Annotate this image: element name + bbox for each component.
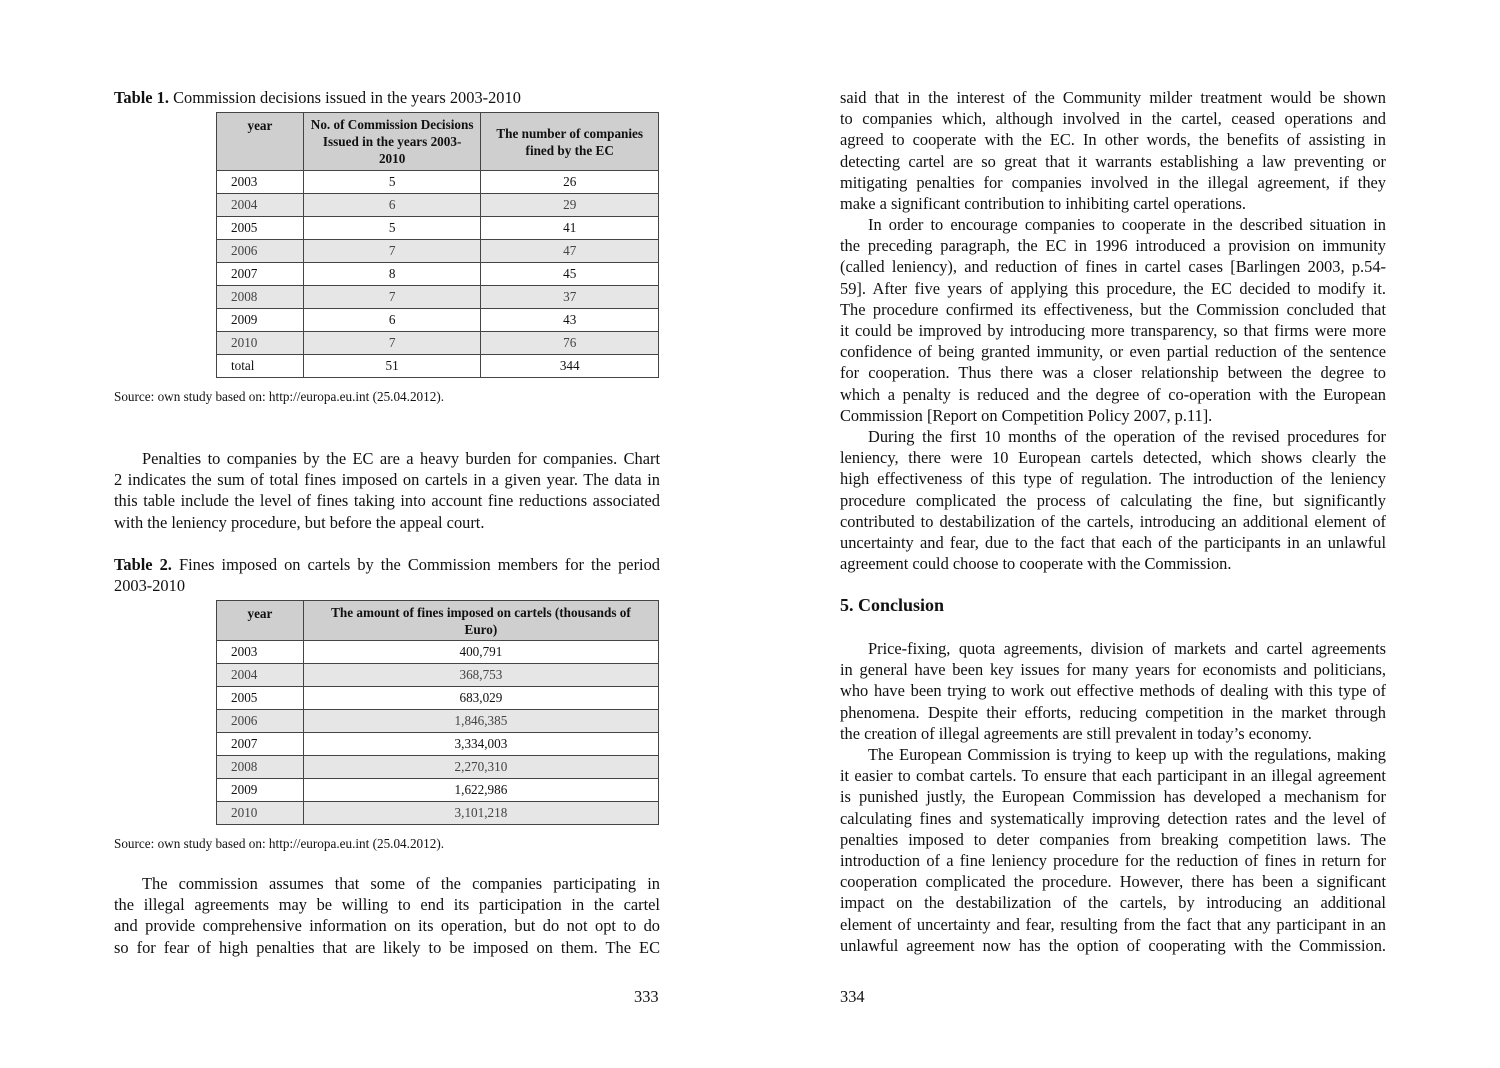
- table1-header-year: year: [217, 113, 304, 171]
- table-row: [217, 217, 659, 240]
- paragraph-line: is punished justly, the European Commission has developed a mechanism for: [840, 787, 1386, 807]
- paragraph-line: uncertainty and fear, due to the fact that each of the participants in an unlawful: [840, 532, 1386, 552]
- right-paragraph-1: [840, 87, 1386, 214]
- table-cell: 7: [303, 286, 481, 309]
- paragraph-line: the creation of illegal agreements are still prevalent in today’s economy.: [840, 723, 1312, 743]
- table-cell: 2008: [217, 286, 304, 309]
- table-cell: 368,753: [303, 664, 658, 687]
- table1-caption: [114, 87, 660, 108]
- paragraph-line: agreement could choose to cooperate with the Commission.: [840, 554, 1232, 574]
- table-cell: 2007: [217, 263, 304, 286]
- paragraph-line: During the first 10 months of the operation of the revised procedures for: [868, 427, 1386, 446]
- table-cell: 2009: [217, 779, 304, 802]
- table-cell: 5: [303, 217, 481, 240]
- table2-caption-line1: Fines imposed on cartels by the Commission members for the period: [171, 555, 660, 574]
- table-cell: 344: [481, 355, 659, 378]
- table2-caption-line2: 2003-2010: [114, 576, 186, 595]
- table2-caption-label: Table 2.: [114, 555, 172, 574]
- table-cell: 8: [303, 263, 481, 286]
- table1-header-decisions: No. of Commission Decisions Issued in the years 2003-2010: [303, 113, 481, 171]
- table-cell: 3,334,003: [303, 733, 658, 756]
- table-row: [217, 332, 659, 355]
- table-cell: 2004: [217, 194, 304, 217]
- paragraph-line: the preceding paragraph, the EC in 1996 introduced a provision on immunity: [840, 236, 1386, 256]
- table-cell: 2007: [217, 733, 304, 756]
- table-cell: 2,270,310: [303, 756, 658, 779]
- table-cell: 2006: [217, 710, 304, 733]
- table-cell: 2010: [217, 802, 304, 825]
- left-paragraph-1: [114, 448, 660, 533]
- table-cell: 6: [303, 194, 481, 217]
- table-cell: 1,846,385: [303, 710, 658, 733]
- table-cell: 7: [303, 332, 481, 355]
- paragraph-line: In order to encourage companies to cooperate in the described situation in: [868, 215, 1386, 234]
- right-paragraph-4: [840, 638, 1386, 744]
- right-paragraph-2: [840, 214, 1386, 426]
- table-cell: 51: [303, 355, 481, 378]
- table-row: [217, 355, 659, 378]
- paragraph-line: mitigating penalties for companies involved in the illegal agreement, if they: [840, 172, 1386, 192]
- table-row: [217, 194, 659, 217]
- right-page: [840, 0, 1386, 1068]
- table1-caption-label: Table 1.: [114, 88, 169, 107]
- paragraph-line: impact on the destabilization of the cartels, by introducing an additional: [840, 893, 1386, 913]
- paragraph-line: high effectiveness of this type of regulation. The introduction of the leniency: [840, 469, 1386, 489]
- paragraph-line: for cooperation. Thus there was a closer relationship between the degree to: [840, 363, 1386, 383]
- table-row: [217, 309, 659, 332]
- table-cell: 2004: [217, 664, 304, 687]
- table-cell: 683,029: [303, 687, 658, 710]
- table-row: [217, 710, 659, 733]
- table-row: [217, 802, 659, 825]
- paragraph-line: to companies which, although involved in the cartel, ceased operations and: [840, 109, 1386, 129]
- table-row: [217, 171, 659, 194]
- table-row: [217, 733, 659, 756]
- table-cell: 41: [481, 217, 659, 240]
- table1: [216, 112, 659, 378]
- paragraph-line: in general have been key issues for many years for economists and politicians,: [840, 660, 1386, 680]
- left-page: [114, 0, 660, 1068]
- table-cell: 37: [481, 286, 659, 309]
- table2-caption: [114, 554, 660, 596]
- table-cell: 2005: [217, 687, 304, 710]
- table-cell: 2008: [217, 756, 304, 779]
- paragraph-line: phenomena. Despite their efforts, reducing competition in the market through: [840, 702, 1386, 722]
- paragraph-line: this table include the level of fines taking into account fine reductions associated: [114, 491, 660, 511]
- paragraph-line: and provide comprehensive information on its operation, but do not opt to do: [114, 916, 660, 936]
- table-cell: 43: [481, 309, 659, 332]
- table-row: [217, 687, 659, 710]
- right-paragraph-5: [840, 744, 1386, 956]
- table-cell: 2005: [217, 217, 304, 240]
- table-row: [217, 779, 659, 802]
- table-cell: 7: [303, 240, 481, 263]
- paragraph-line: confidence of being granted immunity, or even partial reduction of the sentence: [840, 342, 1386, 362]
- paragraph-line: calculating fines and systematically improving detection rates and the level of: [840, 808, 1386, 828]
- table-cell: 47: [481, 240, 659, 263]
- table-cell: 1,622,986: [303, 779, 658, 802]
- paragraph-line: cooperation complicated the procedure. However, there has been a significant: [840, 872, 1386, 892]
- paragraph-line: unlawful agreement now has the option of cooperating with the Commission.: [840, 935, 1386, 955]
- table-cell: 2010: [217, 332, 304, 355]
- table-cell: 2009: [217, 309, 304, 332]
- paragraph-line: make a significant contribution to inhibiting cartel operations.: [840, 193, 1247, 213]
- paragraph-line: element of uncertainty and fear, resulting from the fact that any participant in an: [840, 914, 1386, 934]
- table-cell: 2006: [217, 240, 304, 263]
- table-cell: 2003: [217, 641, 304, 664]
- paragraph-line: it could be improved by introducing more transparency, so that firms were more: [840, 320, 1386, 340]
- paragraph-line: Price-fixing, quota agreements, division of markets and cartel agreements: [868, 639, 1386, 658]
- table2: [216, 600, 659, 825]
- paragraph-line: which a penalty is reduced and the degree of co-operation with the European: [840, 384, 1386, 404]
- table-cell: 29: [481, 194, 659, 217]
- paragraph-line: it easier to combat cartels. To ensure that each participant in an illegal agreement: [840, 766, 1386, 786]
- right-paragraph-3: [840, 426, 1386, 574]
- paragraph-line: so for fear of high penalties that are likely to be imposed on them. The EC: [114, 937, 660, 957]
- table-row: [217, 263, 659, 286]
- paragraph-line: The European Commission is trying to keep up with the regulations, making: [868, 745, 1386, 764]
- table-row: [217, 286, 659, 309]
- paragraph-line: procedure complicated the process of calculating the fine, but significantly: [840, 490, 1386, 510]
- page-number-right: 334: [840, 987, 865, 1006]
- section-heading-conclusion: 5. Conclusion: [840, 595, 945, 615]
- paragraph-line: with the leniency procedure, but before the appeal court.: [114, 512, 485, 532]
- table-cell: 6: [303, 309, 481, 332]
- table2-header-year: year: [217, 601, 304, 641]
- paragraph-line: The commission assumes that some of the companies participating in: [142, 874, 660, 893]
- table-cell: 2003: [217, 171, 304, 194]
- paragraph-line: penalties imposed to deter companies from breaking competition laws. The: [840, 829, 1386, 849]
- table-cell: total: [217, 355, 304, 378]
- paragraph-line: 59]. After five years of applying this procedure, the EC decided to modify it.: [840, 278, 1386, 298]
- paragraph-line: the illegal agreements may be willing to end its participation in the cartel: [114, 895, 660, 915]
- table-cell: 76: [481, 332, 659, 355]
- paragraph-line: 2 indicates the sum of total fines imposed on cartels in a given year. The data in: [114, 470, 660, 490]
- paragraph-line: (called leniency), and reduction of fines in cartel cases [Barlingen 2003, p.54-: [840, 257, 1386, 277]
- table2-source: Source: own study based on: http://europa.eu.int (25.04.2012).: [114, 836, 445, 851]
- table-row: [217, 240, 659, 263]
- table1-source: Source: own study based on: http://europa.eu.int (25.04.2012).: [114, 389, 445, 404]
- table-cell: 26: [481, 171, 659, 194]
- table-cell: 45: [481, 263, 659, 286]
- paragraph-line: said that in the interest of the Community milder treatment would be shown: [840, 88, 1386, 107]
- table2-header-fines: The amount of fines imposed on cartels (thousands of Euro): [303, 601, 658, 641]
- paragraph-line: The procedure confirmed its effectiveness, but the Commission concluded that: [840, 299, 1386, 319]
- paragraph-line: Commission [Report on Competition Policy 2007, p.11].: [840, 405, 1213, 425]
- table-row: [217, 664, 659, 687]
- page-number-left: 333: [634, 987, 659, 1006]
- table1-header-companies: The number of companies fined by the EC: [481, 113, 659, 171]
- paragraph-line: detecting cartel are so great that it warrants establishing a law preventing or: [840, 151, 1386, 171]
- left-paragraph-2: [114, 873, 660, 958]
- paragraph-line: agreed to cooperate with the EC. In other words, the benefits of assisting in: [840, 130, 1386, 150]
- table1-caption-text: Commission decisions issued in the years 2003-2010: [168, 88, 521, 107]
- paragraph-line: contributed to destabilization of the cartels, introducing an additional element of: [840, 511, 1386, 531]
- paragraph-line: who have been trying to work out effective methods of dealing with this type of: [840, 681, 1386, 701]
- table-cell: 3,101,218: [303, 802, 658, 825]
- table-cell: 5: [303, 171, 481, 194]
- table-cell: 400,791: [303, 641, 658, 664]
- paragraph-line: introduction of a fine leniency procedure for the reduction of fines in return for: [840, 850, 1386, 870]
- paragraph-line: Penalties to companies by the EC are a heavy burden for companies. Chart: [142, 449, 660, 468]
- paragraph-line: leniency, there were 10 European cartels detected, which shows clearly the: [840, 448, 1386, 468]
- table-row: [217, 641, 659, 664]
- table-row: [217, 756, 659, 779]
